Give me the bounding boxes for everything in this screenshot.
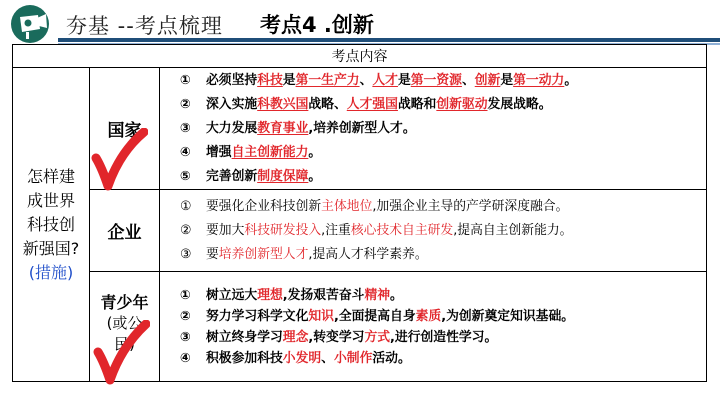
point-text: 树立终身学习 [206,329,283,345]
category-youth-sub: (或公 [106,314,143,332]
key-term: 核心技术自主研发 [350,222,454,238]
point-item [180,195,706,219]
point-text: ,为创新奠定知识基础。 [441,308,575,324]
header-rule [58,38,720,42]
point-text: 发展战略。 [487,96,552,112]
point-number: ③ [180,329,191,345]
header-title: 夯基 --考点梳理 [66,14,223,38]
point-item [180,243,706,267]
point-text: 深入实施 [206,96,258,112]
key-term: 科技研发投入 [244,222,322,238]
key-term: 小制作 [333,350,373,366]
point-text: 大力发展 [206,120,258,136]
category-youth-sub: 民) [114,335,135,353]
key-term: 知识 [308,308,334,324]
point-number: ① [180,72,191,88]
key-term: 素质 [415,308,442,324]
point-text: 。 [308,144,322,160]
point-item [180,69,706,93]
point-text: 必须坚持 [206,72,258,88]
point-number: ④ [180,144,191,160]
category-state: 国家 [90,68,160,190]
key-term: 科教兴国 [257,96,309,112]
point-text: 增强 [206,144,232,160]
point-text: 、 [359,72,373,88]
point-number: ④ [180,350,191,366]
key-term: 自主创新能力 [231,144,309,160]
point-text: 积极参加科技 [206,350,283,366]
key-term: 第一生产力 [295,72,360,88]
point-number: ② [180,308,191,324]
point-number: ③ [180,120,191,136]
point-text: 、 [321,350,334,366]
key-term: 人才强国 [346,96,398,112]
projector-logo-icon [8,4,52,44]
key-term: 教育事业 [257,120,309,136]
point-item [180,93,706,117]
point-text: ,转变学习 [308,329,365,345]
point-item [180,306,706,327]
key-term: 科技 [257,72,283,88]
point-text: 完善创新 [206,168,258,184]
question-line: 新强国? [22,238,80,258]
point-item [180,348,706,369]
point-text: ,全面提高自身 [333,308,416,324]
point-item [180,285,706,306]
key-term: 创新驱动 [436,96,488,112]
key-term: 第一资源 [410,72,462,88]
point-text: 战略和 [397,96,437,112]
point-text: 是 [397,72,411,88]
key-term: 主体地位 [321,198,373,214]
point-text: 。 [564,72,578,88]
point-text: 是 [500,72,514,88]
key-term: 培养创新型人才 [218,246,309,262]
enterprise-points [160,190,706,272]
red-checkmark-icon [92,320,150,386]
point-text: ,提高自主创新能力。 [453,222,573,238]
point-text: ,提高人才科学素养。 [308,246,428,262]
point-item [180,117,706,141]
red-checkmark-icon [90,128,148,192]
point-item [180,165,706,189]
key-term: 理想 [257,287,283,303]
key-term: 小发明 [282,350,322,366]
point-text: 。 [308,168,322,184]
key-term: 创新 [474,72,501,88]
point-number: ② [180,96,191,112]
point-text: 要加大 [206,222,245,238]
point-text: 要强化企业科技创新 [206,198,322,214]
point-text: 努力学习科学文化 [206,308,309,324]
point-number: ① [180,287,191,303]
point-text: 。 [390,287,403,303]
state-points [160,68,706,190]
point-text: 活动。 [372,350,411,366]
point-number: ③ [180,246,192,262]
question-line: 科技创 [26,214,75,234]
category-enterprise: 企业 [90,190,160,272]
key-term: 精神 [364,287,391,303]
table-header: 考点内容 [13,45,706,68]
point-item [180,327,706,348]
key-term: 制度保障 [257,168,309,184]
key-term: 方式 [364,329,391,345]
point-text: 是 [282,72,296,88]
point-text: ,发扬艰苦奋斗 [282,287,365,303]
header-topic: 考点4 .创新 [260,13,374,37]
point-item [180,141,706,165]
point-text: 树立远大 [206,287,258,303]
slide-header [0,0,720,46]
point-number: ② [180,222,192,238]
question-line: 怎样建 [26,166,75,186]
point-text: ,加强企业主导的产学研深度融合。 [372,198,569,214]
point-text: 战略、 [308,96,347,112]
point-item [180,219,706,243]
point-text: ,进行创造性学习。 [390,329,498,345]
youth-points [160,272,706,381]
point-text: 、 [461,72,475,88]
point-text: 要 [206,246,219,262]
question-line: 成世界 [26,190,75,210]
key-term: 第一动力 [513,72,565,88]
measures-tag: (措施) [28,262,74,282]
question-cell [13,68,90,381]
point-text: ,培养创新型人才。 [308,120,416,136]
category-youth-label: 青少年 [100,293,149,312]
point-number: ① [180,198,192,214]
key-term: 理念 [282,329,309,345]
key-term: 人才 [372,72,398,88]
point-number: ⑤ [180,168,191,184]
point-text: ,注重 [321,222,351,238]
